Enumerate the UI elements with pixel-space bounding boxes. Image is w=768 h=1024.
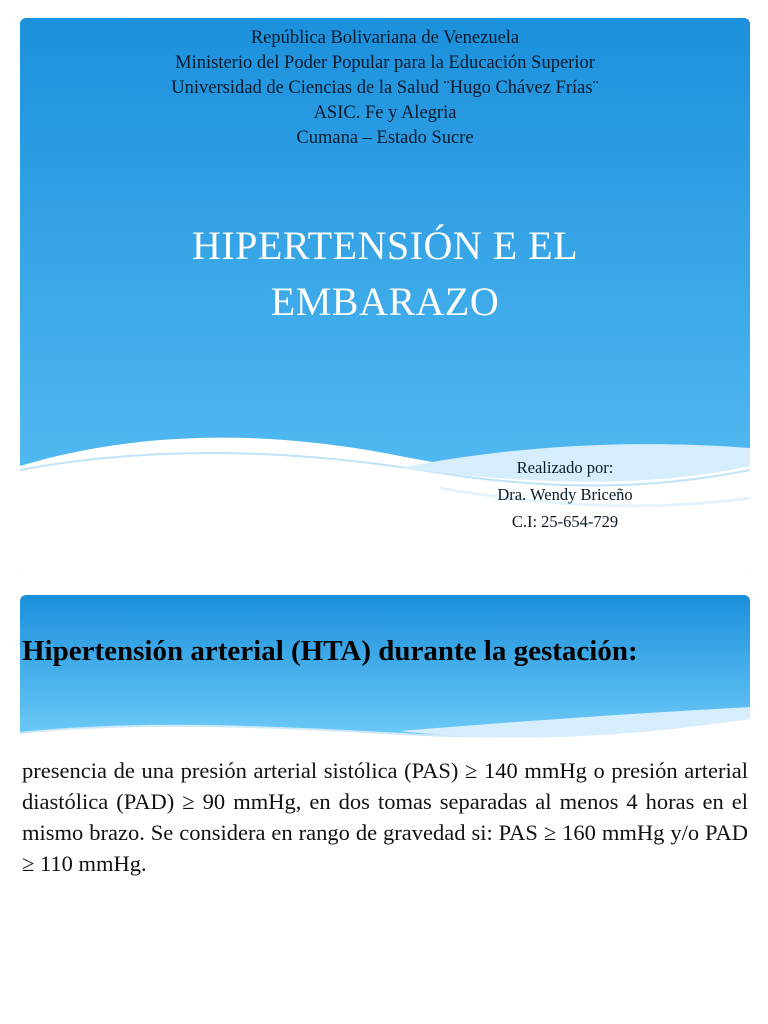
header-line: Ministerio del Poder Popular para la Educación Superior — [175, 53, 595, 73]
institution-header — [20, 26, 750, 151]
header-line: Cumana – Estado Sucre — [296, 128, 474, 148]
section-heading: Hipertensión arterial (HTA) durante la gestación: — [22, 635, 638, 667]
header-line: ASIC. Fe y Alegria — [313, 103, 457, 123]
author-label: Realizado por: — [516, 458, 614, 477]
title-line: EMBARAZO — [270, 279, 500, 324]
slide-title — [20, 218, 750, 330]
content-slide — [20, 595, 750, 925]
author-id: C.I: 25-654-729 — [511, 512, 619, 531]
title-line: HIPERTENSIÓN E EL — [191, 223, 579, 268]
definition-text: presencia de una presión arterial sistólica (PAS) ≥ 140 mmHg o presión arterial diastólica (PAD) ≥ 90 mmHg, en dos tomas separadas al menos 4 horas en el mismo brazo. Se considera en rango de gravedad si: PAS ≥ 160 mmHg y/o PAD ≥ 110 mmHg. — [22, 758, 748, 876]
author-info — [450, 454, 680, 535]
header-line: República Bolivariana de Venezuela — [250, 28, 520, 48]
header-line: Universidad de Ciencias de la Salud ¨Hugo Chávez Frías¨ — [171, 78, 599, 98]
title-slide — [20, 18, 750, 573]
author-name: Dra. Wendy Briceño — [497, 485, 633, 504]
